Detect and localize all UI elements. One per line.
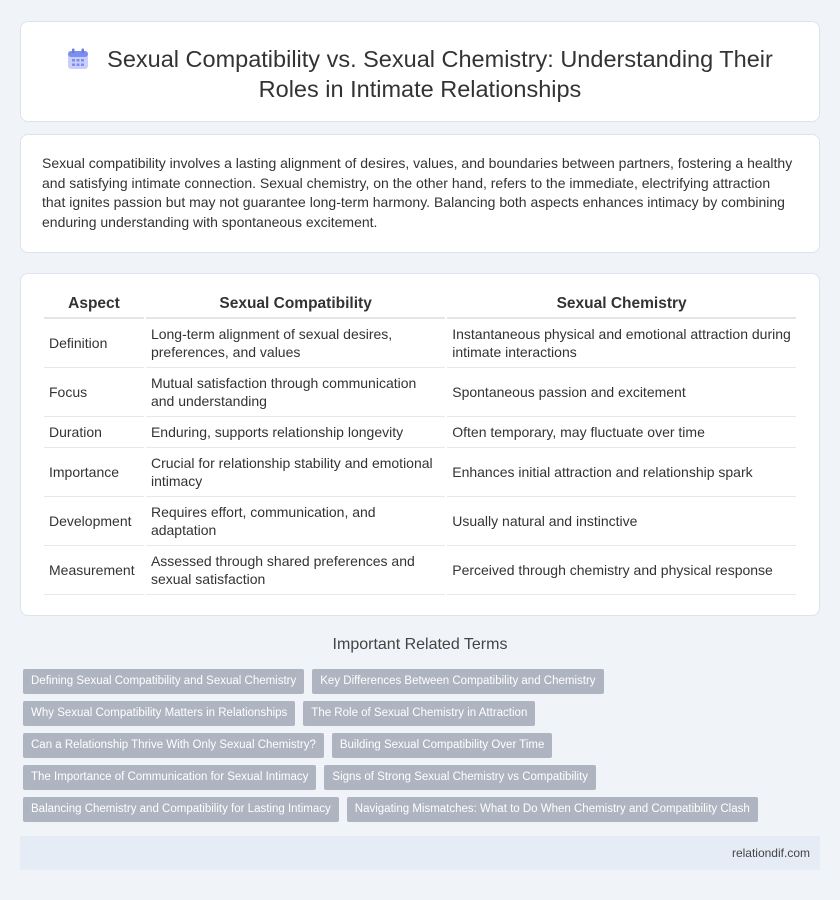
page-title-wrap — [21, 44, 819, 104]
table-cell-aspect: Development — [44, 497, 144, 546]
table-cell: Often temporary, may fluctuate over time — [447, 417, 796, 448]
table-row — [44, 417, 796, 448]
related-term-link[interactable]: Key Differences Between Compatibility and Chemistry — [312, 669, 603, 694]
table-cell-aspect: Importance — [44, 448, 144, 497]
tag-row — [23, 701, 803, 726]
column-header: Sexual Chemistry — [447, 293, 796, 319]
comparison-table — [42, 293, 798, 595]
table-cell: Spontaneous passion and excitement — [447, 368, 796, 417]
related-term-link[interactable]: Building Sexual Compatibility Over Time — [332, 733, 553, 758]
table-row — [44, 368, 796, 417]
table-cell: Enduring, supports relationship longevity — [146, 417, 445, 448]
table-cell: Mutual satisfaction through communication and understanding — [146, 368, 445, 417]
table-cell: Long-term alignment of sexual desires, preferences, and values — [146, 319, 445, 368]
related-term-link[interactable]: The Role of Sexual Chemistry in Attraction — [303, 701, 535, 726]
intro-paragraph: Sexual compatibility involves a lasting alignment of desires, values, and boundaries between partners, fostering a healthy and satisfying intimate connection. Sexual chemistry, on the other hand, refers to the immediate, electrifying attraction that ignites passion but may not guarantee long-term harmony. Balancing both aspects enhances intimacy by combining enduring understanding with spontaneous excitement. — [42, 155, 793, 230]
tag-row — [23, 797, 803, 822]
table-cell-aspect: Measurement — [44, 546, 144, 595]
intro-card — [20, 134, 820, 253]
table-row — [44, 546, 796, 595]
page-title: Sexual Compatibility vs. Sexual Chemistry: Understanding Their Roles in Intimate Relationships — [107, 46, 773, 102]
table-cell: Enhances initial attraction and relationship spark — [447, 448, 796, 497]
related-terms-list — [23, 669, 803, 829]
table-row — [44, 319, 796, 368]
tag-row — [23, 669, 803, 694]
table-cell: Crucial for relationship stability and emotional intimacy — [146, 448, 445, 497]
footer-site-link[interactable]: relationdif.com — [731, 846, 810, 860]
tag-row — [23, 733, 803, 758]
table-cell-aspect: Focus — [44, 368, 144, 417]
table-cell: Usually natural and instinctive — [447, 497, 796, 546]
related-terms-title: Important Related Terms — [332, 636, 508, 653]
table-cell: Perceived through chemistry and physical response — [447, 546, 796, 595]
table-cell: Instantaneous physical and emotional attraction during intimate interactions — [447, 319, 796, 368]
title-card — [20, 21, 820, 122]
table-cell: Assessed through shared preferences and sexual satisfaction — [146, 546, 445, 595]
related-term-link[interactable]: Balancing Chemistry and Compatibility for Lasting Intimacy — [23, 797, 339, 822]
column-header: Aspect — [44, 293, 144, 319]
table-header-row — [44, 293, 796, 319]
calendar-icon — [67, 48, 89, 70]
table-row — [44, 448, 796, 497]
related-term-link[interactable]: Can a Relationship Thrive With Only Sexual Chemistry? — [23, 733, 324, 758]
related-term-link[interactable]: Why Sexual Compatibility Matters in Relationships — [23, 701, 295, 726]
table-cell-aspect: Duration — [44, 417, 144, 448]
footer — [20, 836, 820, 870]
table-cell-aspect: Definition — [44, 319, 144, 368]
related-term-link[interactable]: Navigating Mismatches: What to Do When Chemistry and Compatibility Clash — [347, 797, 758, 822]
tag-row — [23, 765, 803, 790]
column-header: Sexual Compatibility — [146, 293, 445, 319]
table-row — [44, 497, 796, 546]
table-cell: Requires effort, communication, and adaptation — [146, 497, 445, 546]
related-term-link[interactable]: The Importance of Communication for Sexual Intimacy — [23, 765, 316, 790]
comparison-card — [20, 273, 820, 616]
related-term-link[interactable]: Defining Sexual Compatibility and Sexual Chemistry — [23, 669, 304, 694]
related-term-link[interactable]: Signs of Strong Sexual Chemistry vs Compatibility — [324, 765, 596, 790]
